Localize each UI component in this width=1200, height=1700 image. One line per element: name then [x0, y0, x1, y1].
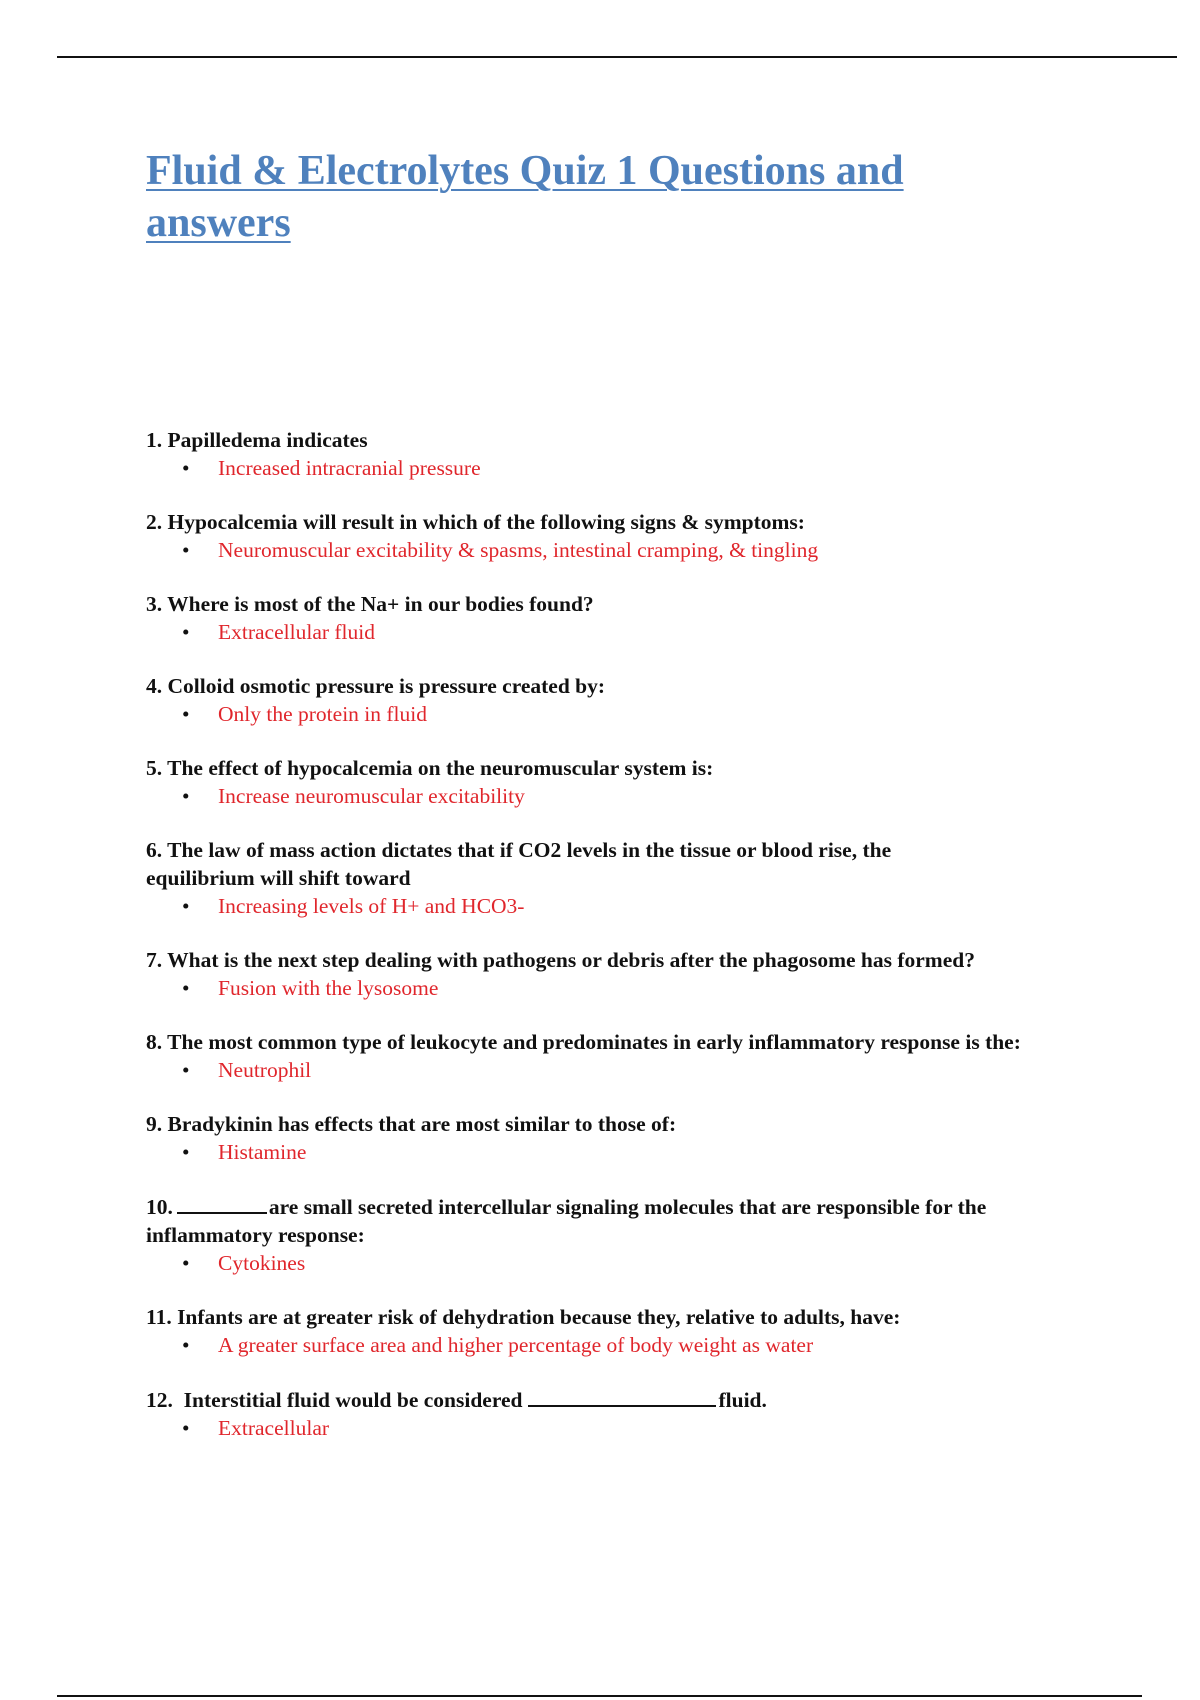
answer-text: Increased intracranial pressure [218, 456, 481, 480]
answer-text: Neutrophil [218, 1058, 312, 1082]
answer-text: Histamine [218, 1140, 307, 1164]
quiz-item [146, 1028, 1096, 1084]
quiz-item [146, 508, 1096, 564]
bullet-icon: • [182, 894, 190, 918]
bullet-icon: • [182, 538, 190, 562]
answer-text: Extracellular [218, 1416, 330, 1440]
answer-item [146, 1056, 1096, 1084]
answer-text: Increasing levels of H+ and HCO3- [218, 894, 525, 918]
bullet-icon: • [182, 456, 190, 480]
answer-item [146, 618, 1096, 646]
bottom-rule [57, 1695, 1142, 1697]
top-rule [57, 56, 1177, 58]
question-prefix: 12. Interstitial fluid would be considered [146, 1388, 523, 1412]
answer-text: Cytokines [218, 1251, 306, 1275]
bullet-icon: • [182, 702, 190, 726]
question-remainder: fluid. [718, 1388, 767, 1412]
question-text: 11. Infants are at greater risk of dehydration because they, relative to adults, have: [146, 1305, 901, 1329]
quiz-item [146, 754, 1096, 810]
answer-item [146, 1249, 1096, 1277]
quiz-item [146, 1110, 1096, 1166]
fill-in-blank [528, 1385, 716, 1407]
answer-item [146, 1414, 1096, 1442]
answer-text: Extracellular fluid [218, 620, 375, 644]
answer-item [146, 536, 1096, 564]
question-text: 2. Hypocalcemia will result in which of the following signs & symptoms: [146, 510, 805, 534]
answer-text: Neuromuscular excitability & spasms, intestinal cramping, & tingling [218, 538, 819, 562]
question-remainder: are small secreted intercellular signaling molecules that are responsible for the inflammatory response: [146, 1195, 987, 1247]
question-text: 1. Papilledema indicates [146, 428, 368, 452]
question-text: 9. Bradykinin has effects that are most similar to those of: [146, 1112, 677, 1136]
question-text: 3. Where is most of the Na+ in our bodies found? [146, 592, 594, 616]
answer-text: Only the protein in fluid [218, 702, 427, 726]
answer-text: Fusion with the lysosome [218, 976, 439, 1000]
answer-item [146, 1331, 1096, 1359]
question-text [146, 1192, 1096, 1249]
quiz-item [146, 836, 1096, 920]
bullet-icon: • [182, 1416, 190, 1440]
question-text: 6. The law of mass action dictates that if CO2 levels in the tissue or blood rise, the equilibrium will shift toward [146, 838, 892, 890]
bullet-icon: • [182, 1140, 190, 1164]
bullet-icon: • [182, 1333, 190, 1357]
quiz-list [146, 426, 1096, 1468]
answer-item [146, 974, 1096, 1002]
quiz-item [146, 1385, 1096, 1442]
question-text: 4. Colloid osmotic pressure is pressure created by: [146, 674, 606, 698]
answer-text: Increase neuromuscular excitability [218, 784, 525, 808]
quiz-item [146, 1303, 1096, 1359]
question-text: 8. The most common type of leukocyte and predominates in early inflammatory response is the: [146, 1030, 1021, 1054]
bullet-icon: • [182, 1251, 190, 1275]
question-text [146, 1385, 1096, 1414]
bullet-icon: • [182, 1058, 190, 1082]
bullet-icon: • [182, 784, 190, 808]
document-title: Fluid & Electrolytes Quiz 1 Questions and answers [146, 148, 904, 246]
bullet-icon: • [182, 976, 190, 1000]
quiz-item [146, 946, 1096, 1002]
bullet-icon: • [182, 620, 190, 644]
question-text: 7. What is the next step dealing with pathogens or debris after the phagosome has formed? [146, 948, 975, 972]
answer-item [146, 700, 1096, 728]
answer-item [146, 1138, 1096, 1166]
question-number: 10. [146, 1195, 173, 1219]
question-text: 5. The effect of hypocalcemia on the neuromuscular system is: [146, 756, 714, 780]
quiz-item [146, 1192, 1096, 1277]
quiz-item [146, 590, 1096, 646]
answer-item [146, 892, 1096, 920]
answer-item [146, 782, 1096, 810]
answer-item [146, 454, 1096, 482]
answer-text: A greater surface area and higher percentage of body weight as water [218, 1333, 814, 1357]
quiz-item [146, 672, 1096, 728]
fill-in-blank [177, 1192, 267, 1214]
quiz-item [146, 426, 1096, 482]
